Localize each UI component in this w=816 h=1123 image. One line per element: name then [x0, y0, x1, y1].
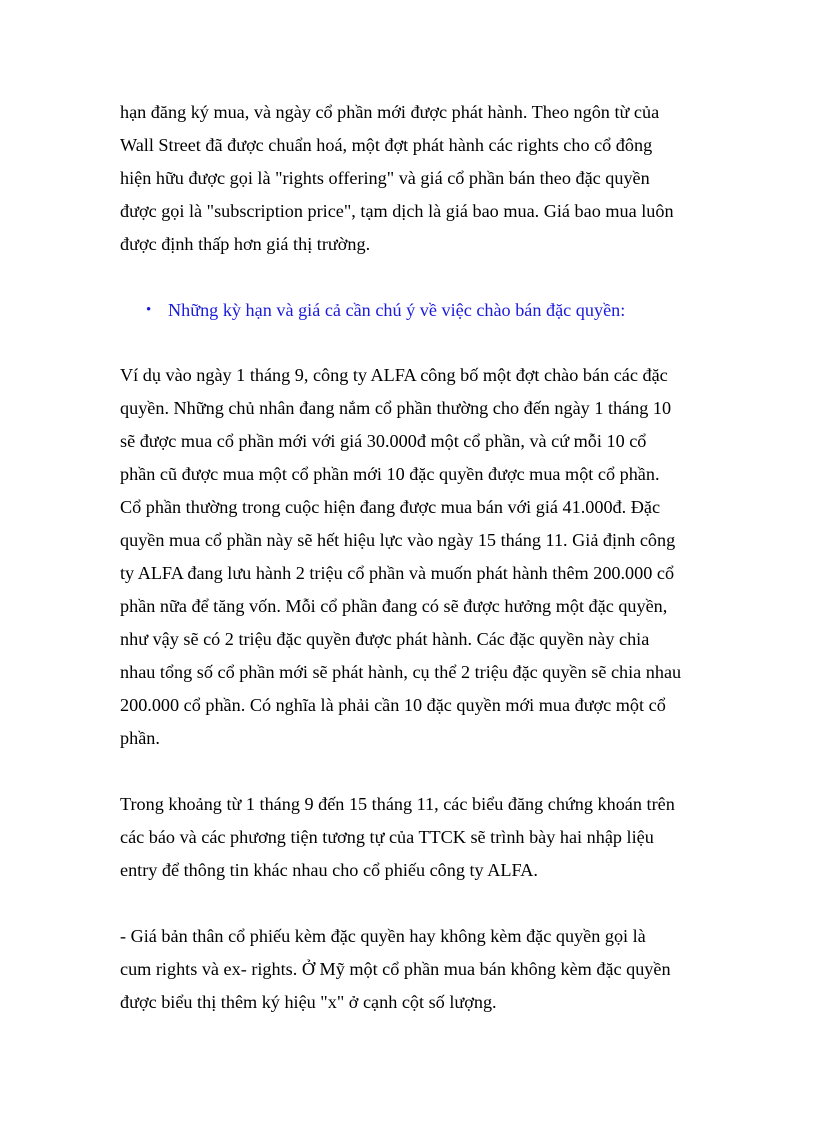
text-line: hiện hữu được gọi là "rights offering" và giá cổ phần bán theo đặc quyền: [120, 168, 650, 188]
text-line: entry để thông tin khác nhau cho cổ phiếu công ty ALFA.: [120, 860, 538, 880]
text-line: được gọi là "subscription price", tạm dịch là giá bao mua. Giá bao mua luôn: [120, 201, 674, 221]
text-line: các báo và các phương tiện tương tự của TTCK sẽ trình bày hai nhập liệu: [120, 827, 654, 847]
bullet-item: [120, 294, 710, 327]
text-line: sẽ được mua cổ phần mới với giá 30.000đ một cổ phần, và cứ mỗi 10 cổ: [120, 431, 647, 451]
text-line: quyền mua cổ phần này sẽ hết hiệu lực vào ngày 15 tháng 11. Giả định công: [120, 530, 676, 550]
text-line: phần nữa để tăng vốn. Mỗi cổ phần đang có sẽ được hưởng một đặc quyền,: [120, 596, 668, 616]
text-line: phần.: [120, 728, 160, 748]
example-paragraph: [120, 359, 710, 755]
intro-paragraph: [120, 96, 710, 261]
period-paragraph: [120, 788, 710, 887]
text-line: ty ALFA đang lưu hành 2 triệu cổ phần và muốn phát hành thêm 200.000 cổ: [120, 563, 675, 583]
text-line: được biểu thị thêm ký hiệu "x" ở cạnh cột số lượng.: [120, 992, 497, 1012]
bullet-heading: Những kỳ hạn và giá cả cần chú ý về việc chào bán đặc quyền:: [168, 300, 626, 320]
text-line: quyền. Những chủ nhân đang nắm cổ phần thường cho đến ngày 1 tháng 10: [120, 398, 672, 418]
text-line: 200.000 cổ phần. Có nghĩa là phải cần 10 đặc quyền mới mua được một cổ: [120, 695, 666, 715]
text-line: Wall Street đã được chuẩn hoá, một đợt phát hành các rights cho cổ đông: [120, 135, 653, 155]
text-line: như vậy sẽ có 2 triệu đặc quyền được phát hành. Các đặc quyền này chia: [120, 629, 650, 649]
text-line: hạn đăng ký mua, và ngày cổ phần mới được phát hành. Theo ngôn từ của: [120, 102, 660, 122]
text-line: - Giá bản thân cổ phiếu kèm đặc quyền hay không kèm đặc quyền gọi là: [120, 926, 646, 946]
text-line: nhau tổng số cổ phần mới sẽ phát hành, cụ thể 2 triệu đặc quyền sẽ chia nhau: [120, 662, 682, 682]
text-line: Ví dụ vào ngày 1 tháng 9, công ty ALFA công bố một đợt chào bán các đặc: [120, 365, 668, 385]
text-line: phần cũ được mua một cổ phần mới 10 đặc quyền được mua một cổ phần.: [120, 464, 660, 484]
text-line: cum rights và ex- rights. Ở Mỹ một cổ phần mua bán không kèm đặc quyền: [120, 959, 671, 979]
bullet-dot-icon: •: [146, 302, 152, 318]
text-line: được định thấp hơn giá thị trường.: [120, 234, 371, 254]
text-line: Trong khoảng từ 1 tháng 9 đến 15 tháng 11, các biểu đăng chứng khoán trên: [120, 794, 675, 814]
document-page: [120, 96, 710, 1019]
note-paragraph: [120, 920, 710, 1019]
text-line: Cổ phần thường trong cuộc hiện đang được mua bán với giá 41.000đ. Đặc: [120, 497, 661, 517]
